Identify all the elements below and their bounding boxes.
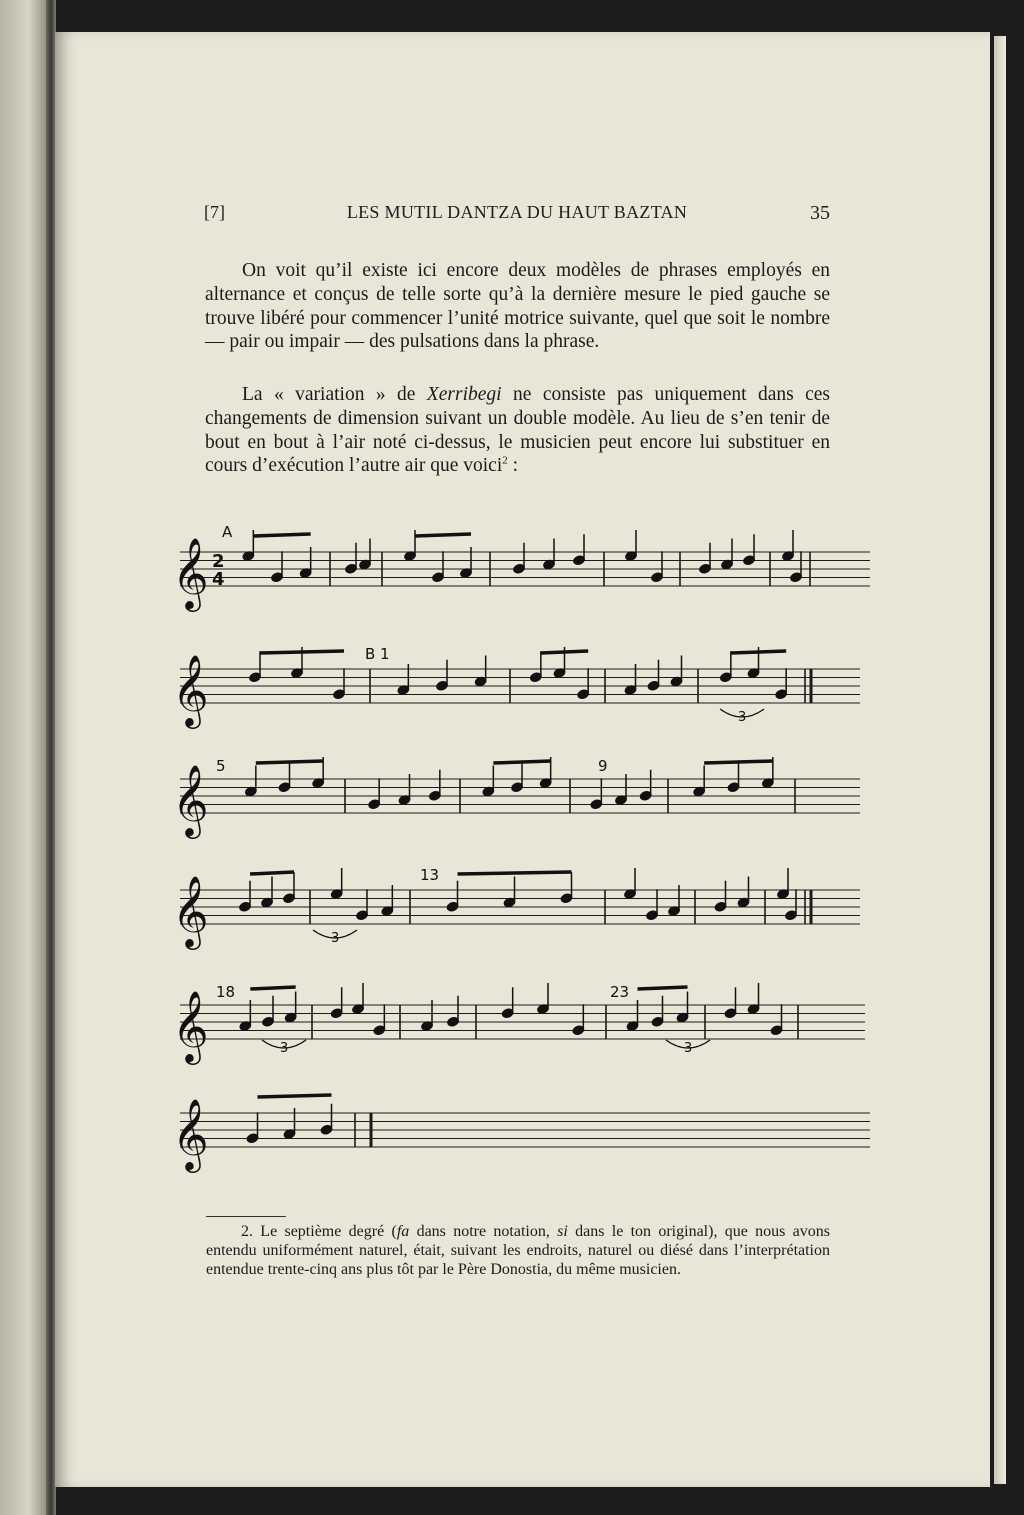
note-beam	[250, 987, 295, 989]
running-head	[204, 202, 830, 228]
footnote	[206, 1222, 830, 1280]
note-beam	[638, 987, 688, 989]
music-score	[160, 515, 876, 1205]
measure-number-label: 5	[216, 757, 226, 775]
footnote-italic-fa: fa	[396, 1223, 410, 1240]
treble-clef-icon: 𝄞	[172, 874, 209, 947]
note-beam	[704, 761, 773, 763]
note-beam	[253, 534, 310, 536]
treble-clef-icon: 𝄞	[172, 763, 209, 836]
measure-number-label: 13	[420, 866, 440, 884]
page-title: LES MUTIL DANTZA DU HAUT BAZTAN	[346, 202, 688, 222]
paragraph-2-text-c: :	[507, 455, 519, 477]
footnote-text-2: dans notre notation,	[409, 1223, 558, 1240]
measure-number-label: 18	[216, 983, 236, 1001]
time-signature-top: 2	[212, 551, 225, 572]
paragraph-2-text-a: La « variation » de	[242, 384, 427, 405]
page-edge	[994, 36, 1006, 1484]
paragraph-2-text-b: ne consiste pas uniquement dans ces changements de dimension suivant un double modèle. Au lieu de s’en tenir de bout en bout à l’air noté ci-dessus, le musicien peut encore lui substituer en cours d’exécution l’autre air que voici	[205, 384, 831, 477]
note-beam	[541, 651, 588, 653]
note-beam	[458, 872, 572, 874]
treble-clef-icon: 𝄞	[172, 536, 209, 609]
treble-clef-icon: 𝄞	[172, 989, 209, 1062]
section-ref: [7]	[204, 202, 225, 222]
measure-number-label: B 1	[365, 645, 390, 663]
measure-number-label: A	[222, 523, 233, 541]
note-beam	[260, 651, 344, 653]
note-beam	[415, 534, 471, 536]
treble-clef-icon: 𝄞	[172, 653, 209, 726]
tuplet-number: 3	[684, 1041, 693, 1056]
footnote-text-1: 2. Le septième degré (	[241, 1223, 397, 1240]
time-signature-bottom: 4	[212, 569, 225, 590]
paragraph-2	[205, 383, 830, 478]
measure-number-label: 23	[610, 983, 630, 1001]
footnote-reference: 2	[502, 454, 508, 467]
note-beam	[256, 761, 323, 763]
footnote-italic-si: si	[557, 1223, 568, 1240]
footnote-text-3: dans le ton original), que nous avons entendu uniformément naturel, était, suivant les endroits, naturel ou diésé dans l’interprétation entendue trente-cinq ans plus tôt par le Père Donostia, du même musicien.	[206, 1223, 831, 1279]
note-beam	[250, 872, 294, 874]
paragraph-1: On voit qu’il existe ici encore deux modèles de phrases employés en alternance et conçus de telle sorte qu’à la dernière mesure le pied gauche se trouve libéré pour commencer l’unité motrice suivante, quel que soit le nombre — pair ou impair — des pulsations dans la phrase.	[205, 260, 830, 353]
note-beam	[493, 761, 550, 763]
tuplet-number: 3	[280, 1041, 289, 1056]
note-beam	[731, 651, 786, 653]
footnote-rule	[206, 1216, 286, 1217]
measure-number-label: 9	[598, 757, 608, 775]
treble-clef-icon: 𝄞	[172, 1097, 209, 1170]
paragraph-2-italic-title: Xerribegi	[426, 384, 502, 405]
tuplet-number: 3	[331, 931, 340, 946]
page-number: 35	[810, 202, 830, 224]
note-beam	[258, 1095, 332, 1097]
facing-page-edge	[0, 0, 48, 1515]
tuplet-number: 3	[738, 710, 747, 725]
